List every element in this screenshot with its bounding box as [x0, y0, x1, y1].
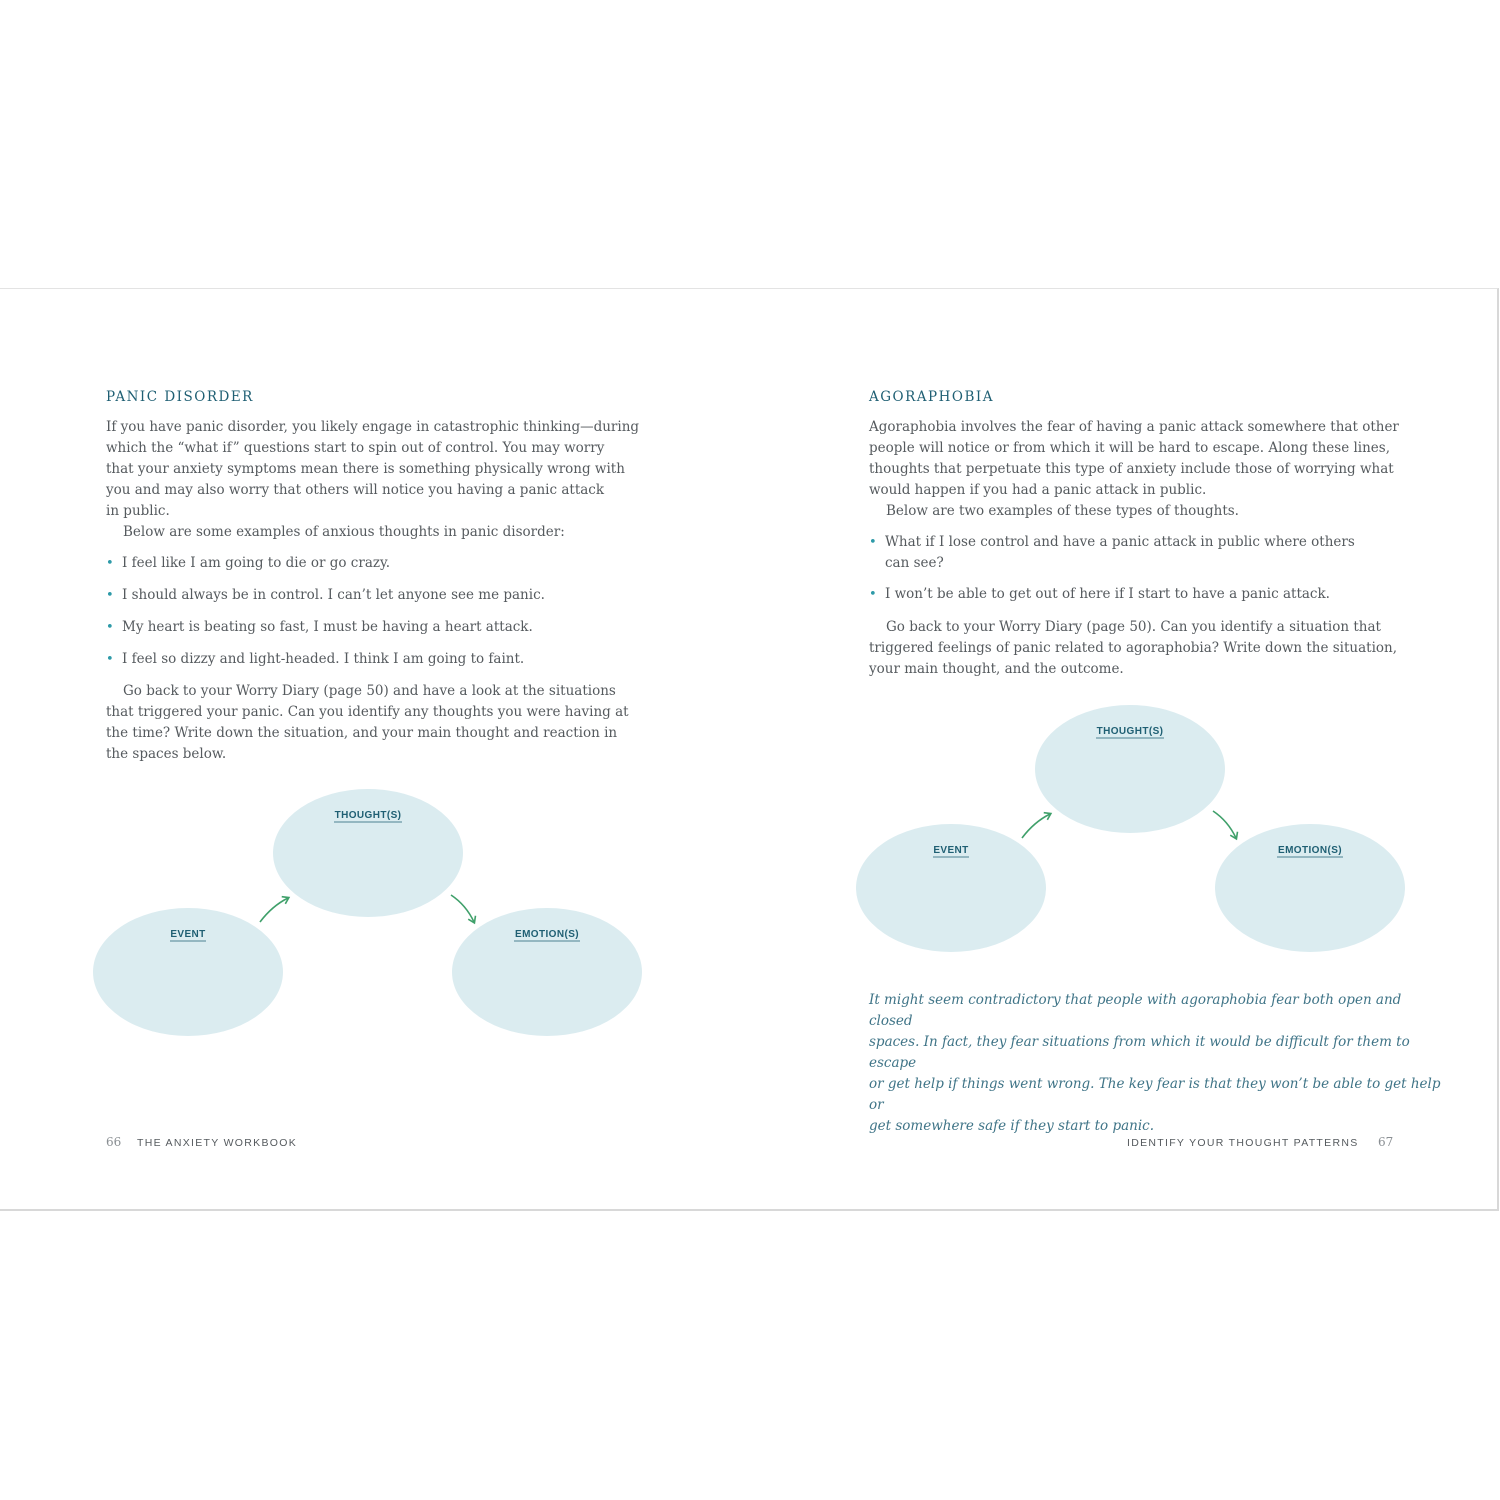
lead-in-line: Below are some examples of anxious thoughts in panic disorder: — [123, 524, 565, 540]
text-line: that triggered your panic. Can you identify any thoughts you were having at — [106, 704, 629, 720]
thought-label: THOUGHT(S) — [334, 810, 402, 821]
arrow-thought-to-emotion-icon — [451, 895, 474, 922]
bullet-text: My heart is beating so fast, I must be having a heart attack. — [122, 619, 533, 635]
text-line: Go back to your Worry Diary (page 50). Can you identify a situation that — [886, 619, 1381, 635]
bullet-text: I feel like I am going to die or go crazy. — [122, 555, 391, 571]
note-line: or get help if things went wrong. The key fear is that they won’t be able to get help or — [869, 1076, 1441, 1113]
text-line: which the “what if” questions start to spin out of control. You may worry — [106, 440, 605, 456]
agoraphobia-note — [869, 990, 1449, 1137]
event-label: EVENT — [933, 845, 969, 856]
bullet-text: I should always be in control. I can’t let anyone see me panic. — [122, 587, 545, 603]
section-heading-agoraphobia: AGORAPHOBIA — [869, 389, 994, 405]
bullet-text: • What if I lose control and have a panic attack in public where others — [885, 534, 1355, 550]
thought-label: THOUGHT(S) — [1096, 726, 1164, 737]
text-line: would happen if you had a panic attack in public. — [869, 482, 1207, 498]
emotion-ellipse[interactable] — [1215, 824, 1405, 952]
bullet-text: I feel so dizzy and light-headed. I think I am going to faint. — [122, 651, 525, 667]
emotion-label: EMOTION(S) — [515, 929, 579, 940]
arrow-event-to-thought-icon — [260, 898, 288, 922]
event-ellipse[interactable] — [93, 908, 283, 1036]
agoraphobia-closing-paragraph — [869, 617, 1429, 680]
running-head-left: THE ANXIETY WORKBOOK — [137, 1137, 297, 1149]
text-line: that your anxiety symptoms mean there is something physically wrong with — [106, 461, 625, 477]
note-line: It might seem contradictory that people with agoraphobia fear both open and closed — [869, 992, 1402, 1029]
event-label: EVENT — [170, 929, 206, 940]
bullet-item — [869, 584, 1330, 605]
text-line: triggered feelings of panic related to agoraphobia? Write down the situation, — [869, 640, 1398, 656]
bullet-text: can see? — [885, 555, 944, 571]
emotion-ellipse[interactable] — [452, 908, 642, 1036]
thought-ellipse[interactable] — [273, 789, 463, 917]
arrow-thought-to-emotion-icon — [1213, 811, 1236, 838]
bullet-item — [869, 532, 1355, 574]
emotion-label: EMOTION(S) — [1278, 845, 1342, 856]
text-line: the spaces below. — [106, 746, 227, 762]
page-number-left: 66 — [106, 1135, 122, 1149]
bullet-text: • I won’t be able to get out of here if I start to have a panic attack. — [885, 586, 1330, 602]
text-line: people will notice or from which it will be hard to escape. Along these lines, — [869, 440, 1391, 456]
arrow-event-to-thought-icon — [1022, 814, 1050, 838]
page-number-right: 67 — [1378, 1135, 1394, 1149]
text-line: If you have panic disorder, you likely engage in catastrophic thinking—during — [106, 419, 640, 435]
running-head-right: IDENTIFY YOUR THOUGHT PATTERNS — [1127, 1137, 1359, 1149]
note-line: get somewhere safe if they start to panic. — [869, 1118, 1155, 1134]
text-line: you and may also worry that others will notice you having a panic attack — [106, 482, 605, 498]
note-line: spaces. In fact, they fear situations from which it would be difficult for them to escape — [869, 1034, 1410, 1071]
agoraphobia-intro-paragraph — [869, 417, 1429, 522]
section-heading-panic-disorder: PANIC DISORDER — [106, 389, 254, 405]
text-line: Agoraphobia involves the fear of having a panic attack somewhere that other — [869, 419, 1399, 435]
event-ellipse[interactable] — [856, 824, 1046, 952]
text-line: your main thought, and the outcome. — [869, 661, 1124, 677]
text-line: Go back to your Worry Diary (page 50) and have a look at the situations — [123, 683, 616, 699]
thought-ellipse[interactable] — [1035, 705, 1225, 833]
text-line: thoughts that perpetuate this type of anxiety include those of worrying what — [869, 461, 1394, 477]
text-line: the time? Write down the situation, and your main thought and reaction in — [106, 725, 618, 741]
lead-in-line: Below are two examples of these types of thoughts. — [886, 503, 1239, 519]
text-line: in public. — [106, 503, 170, 519]
